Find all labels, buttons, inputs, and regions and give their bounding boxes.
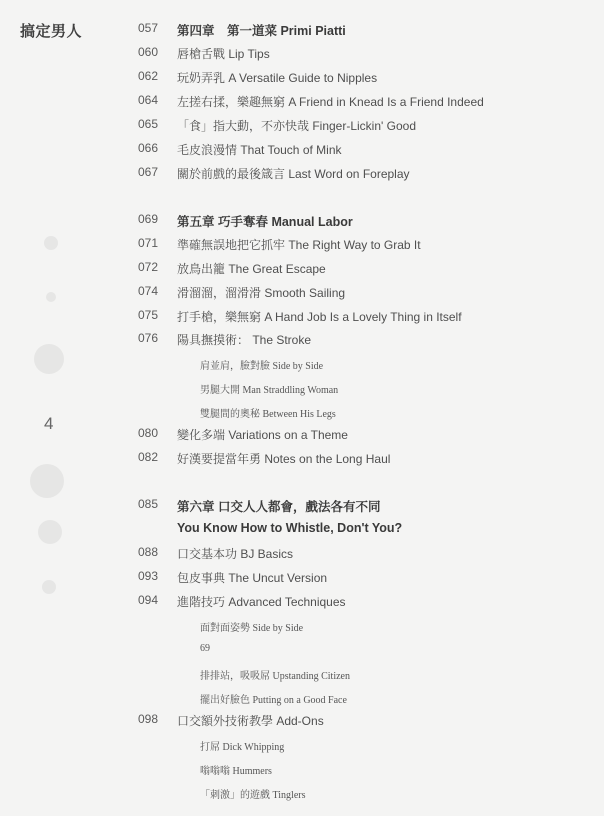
- toc-page-number: 069: [138, 212, 159, 226]
- toc-entry-title: 口交額外技術教學 Add-Ons: [177, 714, 324, 728]
- toc-entry-title: 包皮事典 The Uncut Version: [177, 571, 328, 585]
- toc-entry-title: 口交基本功 BJ Basics: [177, 547, 294, 561]
- toc-entry-title: 雙腿間的奧秘 Between His Legs: [200, 409, 336, 420]
- toc-entry-title: 第四章 第一道菜 Primi Piatti: [177, 24, 346, 38]
- toc-entry-title: 排排站，吸吸屌 Upstanding Citizen: [200, 671, 350, 682]
- toc-page-number: 074: [138, 284, 159, 298]
- toc-page-number: 072: [138, 260, 159, 274]
- toc-entry-title: 第六章 口交人人都會，戲法各有不同: [177, 500, 381, 514]
- toc-page-number: 057: [138, 21, 159, 35]
- toc-page-number: 076: [138, 331, 159, 345]
- toc-entry-title: 準確無誤地把它抓牢 The Right Way to Grab It: [177, 238, 421, 252]
- toc-entry-title: 擺出好臉色 Putting on a Good Face: [200, 695, 347, 706]
- toc-page-number: 060: [138, 45, 159, 59]
- toc-page-number: 094: [138, 593, 159, 607]
- toc-entry-title: 打手槍，樂無窮 A Hand Job Is a Lovely Thing in Itself: [177, 310, 462, 324]
- toc-page-number: 075: [138, 308, 159, 322]
- toc-entry-title: 肩並肩，臉對臉 Side by Side: [200, 361, 324, 372]
- toc-page-number: 062: [138, 69, 159, 83]
- book-title: 搞定男人: [20, 22, 83, 40]
- toc-page-number: 080: [138, 426, 159, 440]
- toc-entry-title: 玩奶弄乳 A Versatile Guide to Nipples: [177, 71, 378, 85]
- toc-entry-title: 69: [200, 643, 210, 654]
- toc-entry-title: 關於前戲的最後箴言 Last Word on Foreplay: [177, 167, 410, 181]
- toc-page-number: 085: [138, 497, 159, 511]
- toc-entry-title: 唇槍舌戰 Lip Tips: [177, 47, 270, 61]
- toc-entry-title: 變化多端 Variations on a Theme: [177, 428, 348, 442]
- page-number: 4: [44, 414, 54, 433]
- toc-page-number: 088: [138, 545, 159, 559]
- toc-entry-title: 左搓右揉，樂趣無窮 A Friend in Knead Is a Friend Indeed: [177, 95, 484, 109]
- toc-page-number: 093: [138, 569, 159, 583]
- toc-entry-title: 面對面姿勢 Side by Side: [200, 623, 304, 634]
- toc-entry-title: 毛皮浪漫情 That Touch of Mink: [177, 143, 342, 157]
- toc-entry-title: 男腿大開 Man Straddling Woman: [200, 385, 339, 396]
- toc-page-number: 064: [138, 93, 159, 107]
- toc-entry-title: 放鳥出籠 The Great Escape: [177, 262, 326, 276]
- toc-entry-title: 打屌 Dick Whipping: [200, 742, 285, 753]
- toc-entry-title: 陽具撫摸術： The Stroke: [177, 333, 312, 347]
- toc-page-number: 071: [138, 236, 159, 250]
- toc-page-number: 098: [138, 712, 159, 726]
- toc-entry-title: 好漢要提當年勇 Notes on the Long Haul: [177, 452, 391, 466]
- toc-entry-title: 第五章 巧手奪春 Manual Labor: [177, 215, 353, 229]
- toc-page-number: 067: [138, 165, 159, 179]
- toc-entry-title: You Know How to Whistle, Don't You?: [177, 521, 403, 535]
- toc-entry-title: 嗡嗡嗡 Hummers: [200, 766, 272, 777]
- toc-page-number: 066: [138, 141, 159, 155]
- toc-page-number: 082: [138, 450, 159, 464]
- toc-entry-title: 進階技巧 Advanced Techniques: [177, 595, 346, 609]
- toc-entry-title: 滑溜溜，溜滑滑 Smooth Sailing: [177, 286, 346, 300]
- toc-entry-title: 「刺激」的遊戲 Tinglers: [200, 790, 306, 801]
- toc-entry-title: 「食」指大動，不亦快哉 Finger-Lickin' Good: [177, 119, 417, 133]
- toc-page-number: 065: [138, 117, 159, 131]
